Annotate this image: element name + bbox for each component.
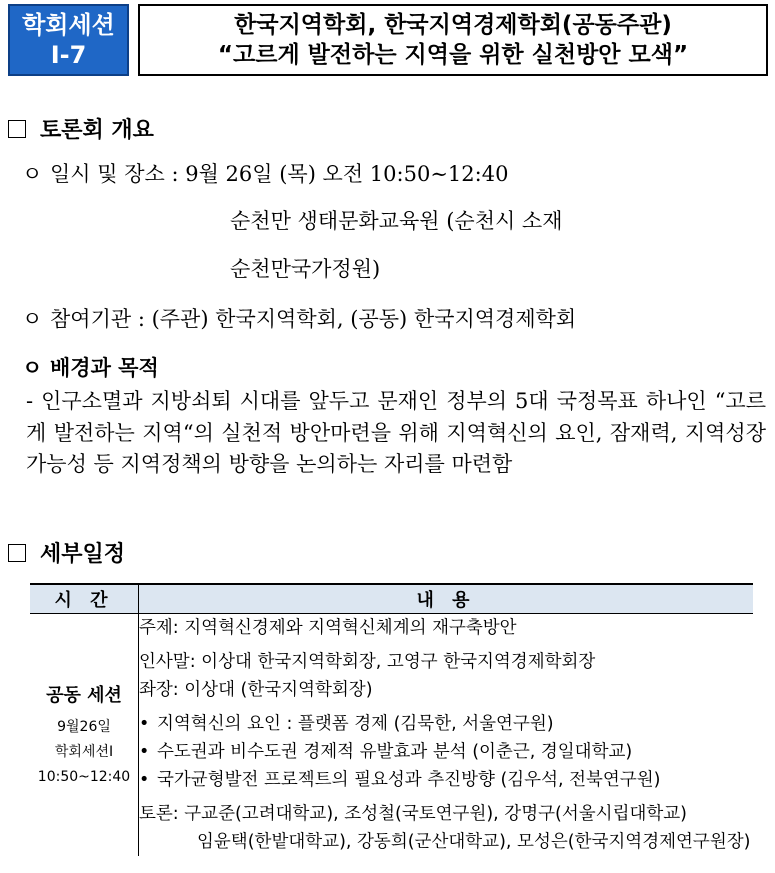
- dot-bullet-icon: •: [139, 714, 150, 734]
- circle-bullet-icon: ㅇ: [22, 162, 43, 186]
- header-time: 시 간: [30, 584, 139, 614]
- session-title: 공동 세션: [46, 684, 122, 706]
- discussion-line-2: 임윤택(한밭대학교), 강동희(군산대학교), 모성은(한국지역경제연구원장): [197, 832, 751, 852]
- talk-text: 수도권과 비수도권 경제적 유발효과 분석 (이춘근, 경일대학교): [157, 742, 633, 762]
- session-content: [139, 614, 754, 857]
- title-line-2: “고르게 발전하는 지역을 위한 실천방안 모색”: [217, 42, 689, 68]
- purpose-paragraph: - 인구소멸과 지방쇠퇴 시대를 앞두고 문재인 정부의 5대 국정목표 하나인 “고르게 발전하는 지역“의 실천적 방안마련을 위해 지역혁신의 요인, 잠재력, 지역성장 가능성 등 지역정책의 방향을 논의하는 자리를 마련함: [26, 389, 766, 476]
- talk-text: 국가균형발전 프로젝트의 필요성과 추진방향 (김우석, 전북연구원): [157, 770, 661, 790]
- section-overview-heading: [8, 113, 154, 144]
- square-bullet-icon: [8, 544, 26, 562]
- section-title: 토론회 개요: [40, 117, 154, 143]
- dot-bullet-icon: •: [139, 770, 150, 790]
- greeting: 인사말: 이상대 한국지역학회장, 고영구 한국지역경제학회장: [139, 652, 596, 672]
- orgs-text: 참여기관 : (주관) 한국지역학회, (공동) 한국지역경제학회: [50, 307, 577, 331]
- section-title: 세부일정: [40, 541, 126, 567]
- session-date: 9월26일: [57, 718, 111, 735]
- overview-datetime: [22, 158, 508, 188]
- talk-item: [139, 710, 753, 738]
- section-schedule-heading: [8, 537, 125, 568]
- title-box: [138, 4, 768, 76]
- overview-place-line-2: 순천만국가정원): [230, 257, 381, 281]
- purpose-heading-text: 배경과 목적: [50, 355, 159, 380]
- circle-bullet-icon: ㅇ: [22, 355, 43, 380]
- overview-purpose-heading: [22, 352, 159, 382]
- dot-bullet-icon: •: [139, 742, 150, 762]
- circle-bullet-icon: ㅇ: [22, 307, 43, 331]
- session-time: 10:50~12:40: [37, 768, 131, 785]
- header-content: 내 용: [139, 584, 754, 614]
- overview-orgs: [22, 303, 576, 333]
- title-line-1: 한국지역학회, 한국지역경제학회(공동주관): [234, 12, 672, 38]
- schedule-table: [30, 583, 753, 856]
- square-bullet-icon: [8, 120, 26, 138]
- chair: 좌장: 이상대 (한국지역학회장): [139, 680, 373, 700]
- badge-label: 학회세션: [22, 11, 115, 39]
- talk-item: [139, 766, 753, 794]
- session-name: 학회세션Ⅰ: [54, 743, 114, 760]
- talk-item: [139, 738, 753, 766]
- badge-number: Ⅰ-7: [50, 41, 87, 69]
- theme: 주제: 지역혁신경제와 지역혁신체계의 재구축방안: [139, 618, 517, 638]
- session-badge: [8, 4, 129, 76]
- talk-text: 지역혁신의 요인 : 플랫폼 경제 (김묵한, 서울연구원): [157, 714, 554, 734]
- session-cell: [30, 614, 139, 857]
- overview-place-line-1: 순천만 생태문화교육원 (순천시 소재: [230, 209, 563, 233]
- datetime-text: 일시 및 장소 : 9월 26일 (목) 오전 10:50∼12:40: [50, 162, 509, 186]
- table-row: [30, 614, 753, 857]
- discussion-line-1: 토론: 구교준(고려대학교), 조성철(국토연구원), 강명구(서울시립대학교): [139, 804, 688, 824]
